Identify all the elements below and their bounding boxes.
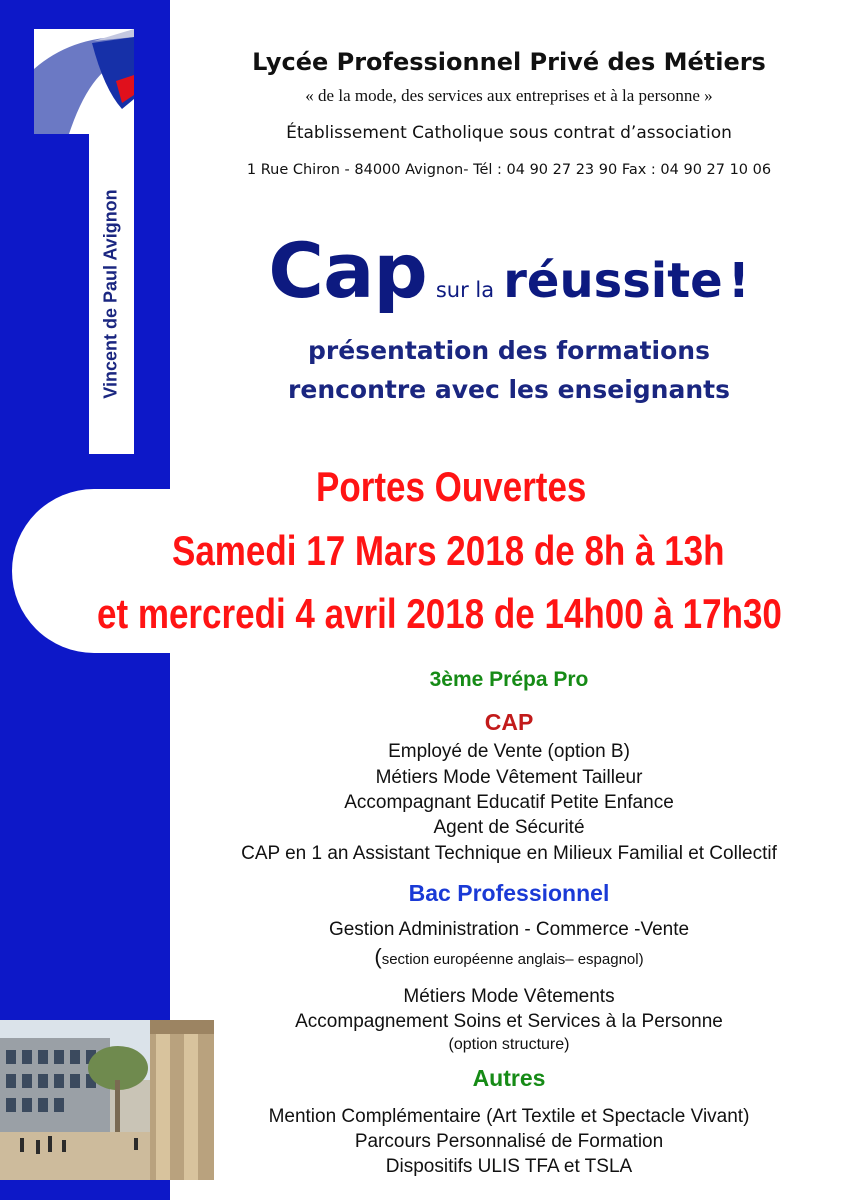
autres-item: Mention Complémentaire (Art Textile et Spectacle Vivant) <box>268 1106 750 1127</box>
intro-line: rencontre avec les enseignants <box>288 375 730 404</box>
bac-item: Accompagnement Soins et Services à la Personne <box>295 1011 723 1032</box>
bac-item: Gestion Administration - Commerce -Vente <box>328 919 690 940</box>
open-days-date-1: Samedi 17 Mars 2018 de 8h à 13h <box>172 528 725 575</box>
cap-item: Employé de Vente (option B) <box>388 741 630 762</box>
school-subtitle: « de la mode, des services aux entreprises et à la personne » <box>305 86 713 105</box>
bac-item: Métiers Mode Vêtements <box>403 986 615 1007</box>
cap-item: Métiers Mode Vêtement Tailleur <box>375 767 643 788</box>
school-name: Lycée Professionnel Privé des Métiers <box>252 48 766 76</box>
cap-item: CAP en 1 an Assistant Technique en Milieux Familial et Collectif <box>241 843 777 864</box>
school-logo <box>34 29 134 134</box>
headline-reussite: réussite <box>503 253 723 309</box>
open-days-title: Portes Ouvertes <box>316 464 587 511</box>
cap-item: Accompagnant Educatif Petite Enfance <box>344 792 674 813</box>
school-logo-icon <box>34 29 134 134</box>
open-days-date-2: et mercredi 4 avril 2018 de 14h00 à 17h30 <box>97 591 782 638</box>
side-label: Vincent de Paul Avignon <box>100 189 121 399</box>
headline-cap: Cap <box>268 226 427 315</box>
bac-section-note <box>170 944 848 970</box>
side-label-card <box>89 134 134 454</box>
headline-exclamation: ! <box>727 253 750 309</box>
prepa-heading: 3ème Prépa Pro <box>429 668 589 691</box>
headline <box>170 226 848 315</box>
bac-heading: Bac Professionnel <box>408 880 610 906</box>
school-address: 1 Rue Chiron - 84000 Avignon- Tél : 04 90 27 23 90 Fax : 04 90 27 10 06 <box>246 162 772 178</box>
cap-heading: CAP <box>484 709 534 735</box>
school-courtyard-photo <box>0 1020 214 1180</box>
autres-heading: Autres <box>472 1065 546 1091</box>
courtyard-photo-icon <box>0 1020 214 1180</box>
headline-sur-la: sur la <box>435 278 495 302</box>
cap-item: Agent de Sécurité <box>433 817 585 838</box>
bac-note-text: section européenne anglais– espagnol) <box>381 951 644 968</box>
intro-line: présentation des formations <box>308 336 710 365</box>
autres-item: Parcours Personnalisé de Formation <box>354 1131 664 1152</box>
school-status: Établissement Catholique sous contrat d’association <box>286 123 732 143</box>
autres-item: Dispositifs ULIS TFA et TSLA <box>385 1156 633 1177</box>
bac-note-paren: ( <box>374 944 382 969</box>
bac-option-note: (option structure) <box>448 1036 570 1053</box>
